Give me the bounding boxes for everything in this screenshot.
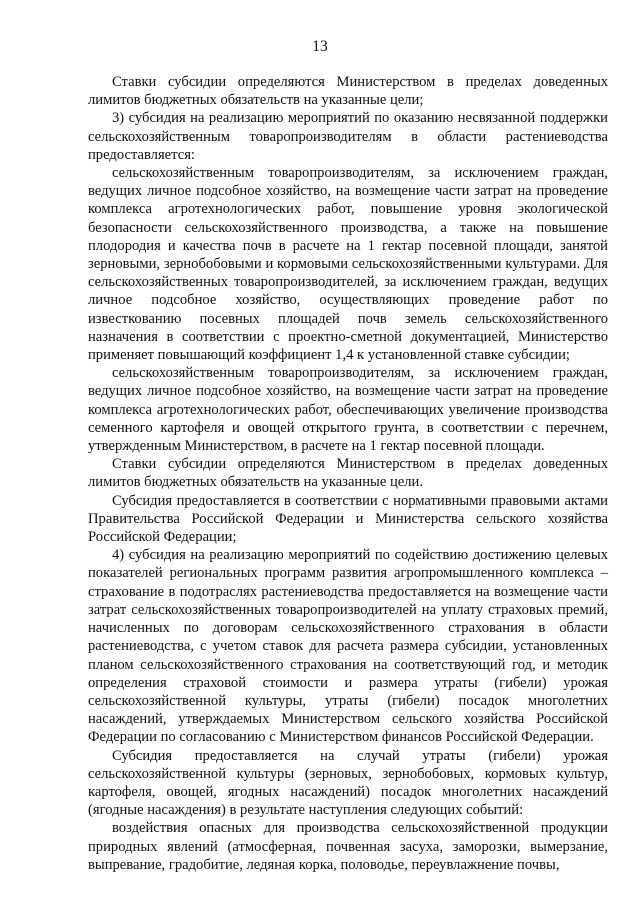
paragraph: воздействия опасных для производства сельскохозяйственной продукции природных явлений (атмосферная, почвенная засуха, заморозки, вымерзание, выпревание, градобитие, ледяная корка, половодье, переувлажнение почвы,	[88, 820, 608, 873]
paragraph: Ставки субсидии определяются Министерством в пределах доведенных лимитов бюджетных обязательств на указанные цели;	[88, 74, 608, 109]
paragraph: 4) субсидия на реализацию мероприятий по содействию достижению целевых показателей региональных программ развития агропромышленного комплекса – страхование в подотраслях растениеводства предоставляется на возмещение части затрат сельскохозяйственных товаропроизводителей на уплату страховых премий, начисленных по договорам сельскохозяйственного страхования в области растениеводства, с учетом ставок для расчета размера субсидии, установленных планом сельскохозяйственного страхования на соответствующий год, и методик определения страховой стоимости и размера утраты (гибели) урожая сельскохозяйственной культуры, утраты (гибели) посадок многолетних насаждений, утверждаемых Министерством сельского хозяйства Российской Федерации по согласованию с Министерством финансов Российской Федерации.	[88, 547, 608, 746]
paragraph: Ставки субсидии определяются Министерством в пределах доведенных лимитов бюджетных обязательств на указанные цели.	[88, 456, 608, 491]
document-body	[88, 73, 608, 874]
page-number: 13	[312, 38, 328, 55]
paragraph: сельскохозяйственным товаропроизводителям, за исключением граждан, ведущих личное подсобное хозяйство, на возмещение части затрат на проведение комплекса агротехнологических работ, повышение уровня экологической безопасности сельскохозяйственного производства, а также на повышение плодородия и качества почв в расчете на 1 гектар посевной площади, занятой зерновыми, зернобобовыми и кормовыми сельскохозяйственными культурами. Для сельскохозяйственных товаропроизводителей, за исключением граждан, ведущих личное подсобное хозяйство, осуществляющих проведение работ по известкованию посевных площадей почв земель сельскохозяйственного назначения в соответствии с проектно-сметной документацией, Министерство применяет повышающий коэффициент 1,4 к установленной ставке субсидии;	[88, 165, 608, 364]
paragraph: Субсидия предоставляется на случай утраты (гибели) урожая сельскохозяйственной культуры (зерновых, зернобобовых, кормовых культур, картофеля, овощей, ягодных насаждений) посадок многолетних насаждений (ягодные насаждения) в результате наступления следующих событий:	[88, 747, 608, 819]
paragraph: сельскохозяйственным товаропроизводителям, за исключением граждан, ведущих личное подсобное хозяйство, на возмещение части затрат на проведение комплекса агротехнологических работ, обеспечивающих увеличение производства семенного картофеля и овощей открытого грунта, в соответствии с перечнем, утвержденным Министерством, в расчете на 1 гектар посевной площади.	[88, 365, 608, 455]
paragraph: Субсидия предоставляется в соответствии с нормативными правовыми актами Правительства Российской Федерации и Министерства сельского хозяйства Российской Федерации;	[88, 492, 608, 546]
paragraph: 3) субсидия на реализацию мероприятий по оказанию несвязанной поддержки сельскохозяйственным товаропроизводителям в области растениеводства предоставляется:	[88, 110, 608, 163]
